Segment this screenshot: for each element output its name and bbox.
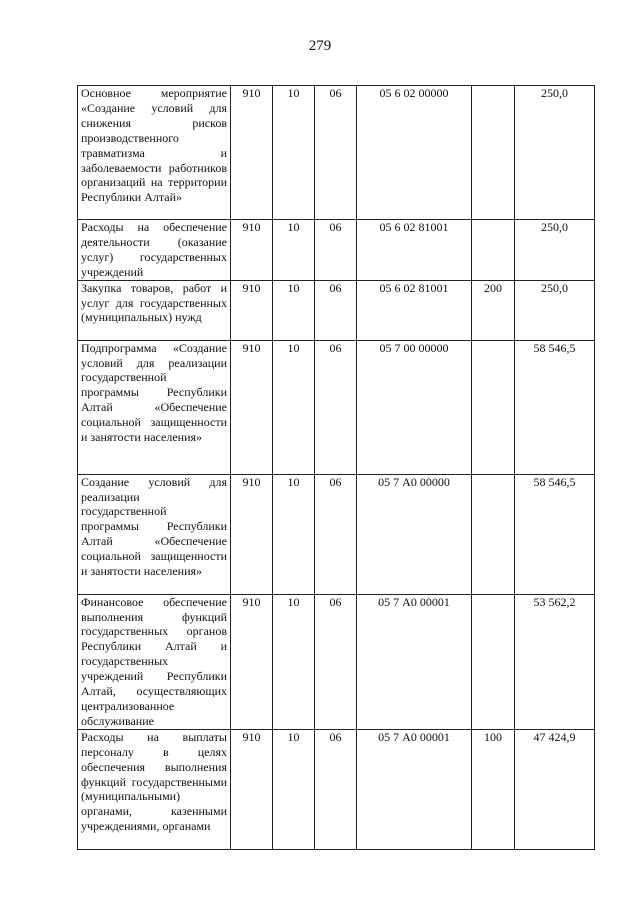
ministry-code: 910 (231, 340, 273, 474)
subsection-code: 06 (315, 474, 357, 594)
target-article-code: 05 7 А0 00001 (357, 729, 472, 849)
expense-type-code (472, 340, 515, 474)
amount: 58 546,5 (515, 340, 595, 474)
ministry-code: 910 (231, 729, 273, 849)
row-name: Расходы на выплаты персоналу в целях обеспечения выполнения функций государственными (муниципальными) органами, казенными учреждениями, органами (78, 729, 231, 849)
row-name: Закупка товаров, работ и услуг для государственных (муниципальных) нужд (78, 280, 231, 340)
expense-type-code (472, 594, 515, 729)
target-article-code: 05 7 А0 00000 (357, 474, 472, 594)
amount: 53 562,2 (515, 594, 595, 729)
row-name: Основное мероприятие «Создание условий для снижения рисков производственного травматизма и заболеваемости работников организаций на территории Республики Алтай» (78, 86, 231, 220)
expense-type-code (472, 220, 515, 281)
table-row (78, 594, 595, 729)
table-row (78, 280, 595, 340)
table-row (78, 474, 595, 594)
page-number: 279 (308, 38, 332, 54)
section-code: 10 (273, 474, 315, 594)
ministry-code: 910 (231, 474, 273, 594)
table-row (78, 729, 595, 849)
budget-table (77, 85, 595, 850)
amount: 47 424,9 (515, 729, 595, 849)
amount: 250,0 (515, 280, 595, 340)
amount: 58 546,5 (515, 474, 595, 594)
target-article-code: 05 6 02 81001 (357, 220, 472, 281)
row-name: Расходы на обеспечение деятельности (оказание услуг) государственных учреждений (78, 220, 231, 281)
target-article-code: 05 6 02 00000 (357, 86, 472, 220)
expense-type-code: 200 (472, 280, 515, 340)
amount: 250,0 (515, 86, 595, 220)
section-code: 10 (273, 729, 315, 849)
row-name: Финансовое обеспечение выполнения функций государственных органов Республики Алтай и государственных учреждений Республики Алтай, осуществляющих централизованное обслуживание (78, 594, 231, 729)
target-article-code: 05 7 А0 00001 (357, 594, 472, 729)
target-article-code: 05 6 02 81001 (357, 280, 472, 340)
section-code: 10 (273, 340, 315, 474)
target-article-code: 05 7 00 00000 (357, 340, 472, 474)
table-row (78, 340, 595, 474)
section-code: 10 (273, 86, 315, 220)
expense-type-code (472, 86, 515, 220)
subsection-code: 06 (315, 86, 357, 220)
ministry-code: 910 (231, 280, 273, 340)
subsection-code: 06 (315, 220, 357, 281)
section-code: 10 (273, 280, 315, 340)
expense-type-code (472, 474, 515, 594)
row-name: Создание условий для реализации государственной программы Республики Алтай «Обеспечение социальной защищенности и занятости населения» (78, 474, 231, 594)
ministry-code: 910 (231, 220, 273, 281)
subsection-code: 06 (315, 280, 357, 340)
subsection-code: 06 (315, 729, 357, 849)
ministry-code: 910 (231, 86, 273, 220)
subsection-code: 06 (315, 340, 357, 474)
ministry-code: 910 (231, 594, 273, 729)
amount: 250,0 (515, 220, 595, 281)
table-row (78, 86, 595, 220)
subsection-code: 06 (315, 594, 357, 729)
expense-type-code: 100 (472, 729, 515, 849)
row-name: Подпрограмма «Создание условий для реализации государственной программы Республики Алтай «Обеспечение социальной защищенности и занятости населения» (78, 340, 231, 474)
table-row (78, 220, 595, 281)
section-code: 10 (273, 594, 315, 729)
section-code: 10 (273, 220, 315, 281)
